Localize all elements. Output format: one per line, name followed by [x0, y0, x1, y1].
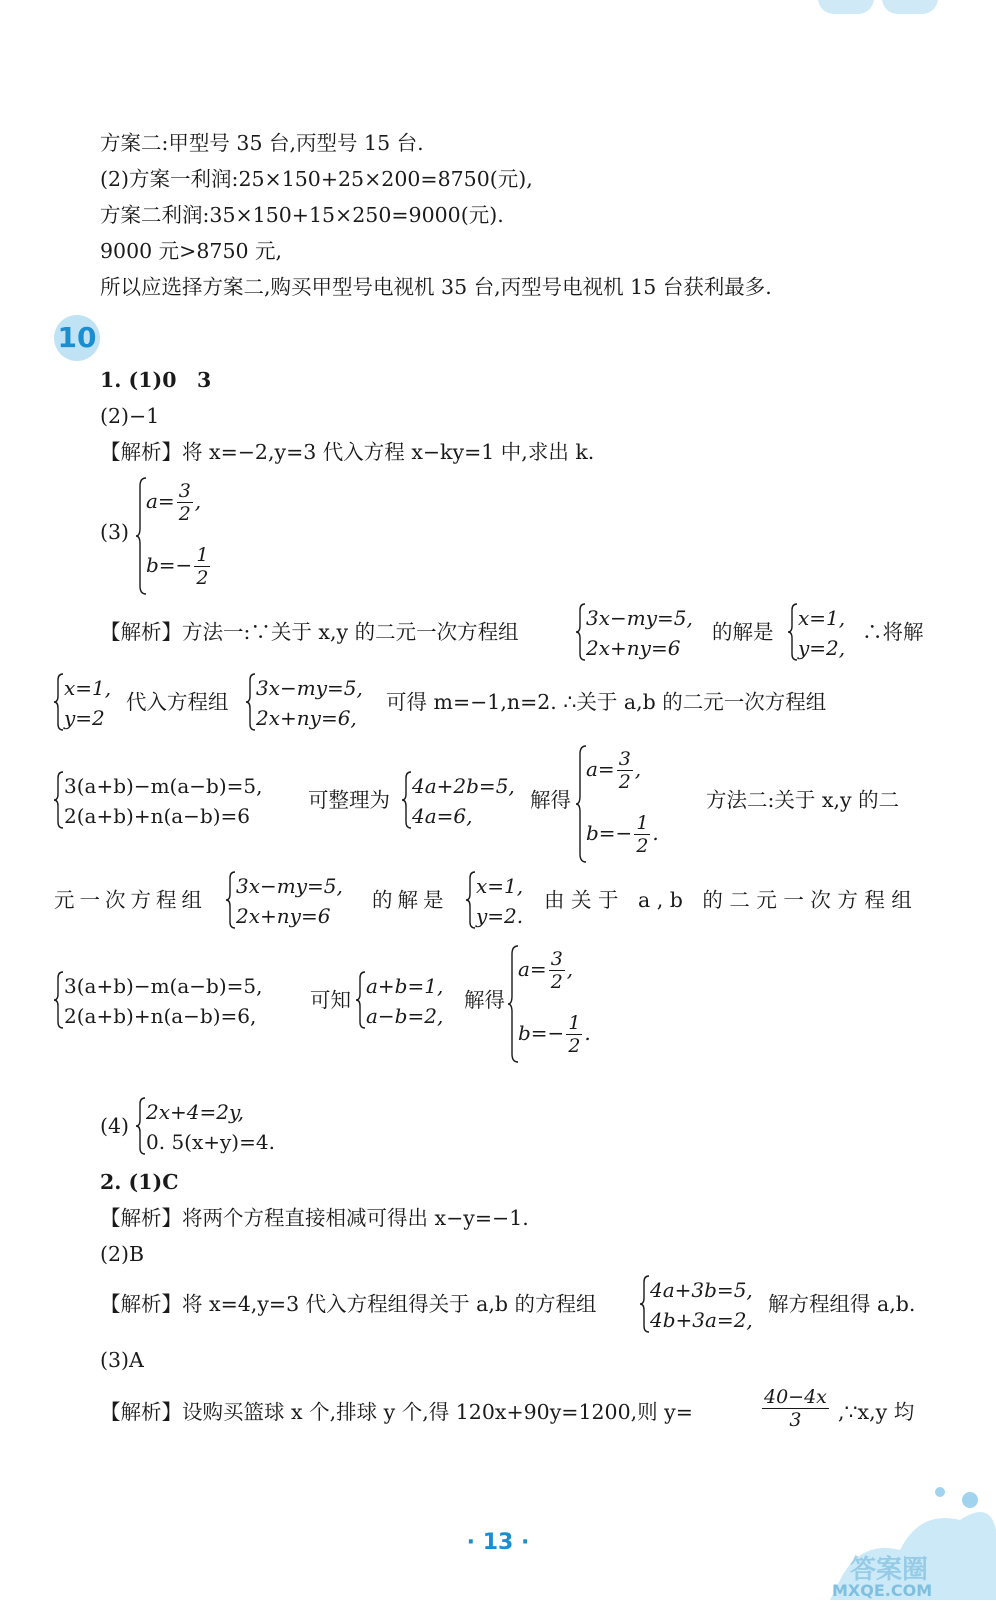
solution-system — [54, 672, 126, 732]
equation: 3x−my=5, — [256, 676, 363, 700]
text-fragment: 的解是 — [712, 620, 774, 644]
analysis-line: 【解析】设购买篮球 x 个,排球 y 个,得 120x+90y=1200,则 y= — [100, 1400, 693, 1424]
question-heading: 2. (1)C — [100, 1170, 179, 1194]
text-fragment: 由关于 a,b 的二元一次方程组 — [544, 888, 919, 912]
section-badge: 10 — [54, 315, 100, 361]
equation-system — [576, 602, 710, 662]
equation: a= $\frac{3}{2}$ , — [146, 480, 202, 525]
equation: y=2. — [476, 904, 524, 928]
equation: 2x+4=2y, — [146, 1100, 244, 1124]
equation: 4b+3a=2, — [650, 1308, 753, 1332]
equation: 2x+ny=6 — [586, 636, 681, 660]
text-fragment: 解方程组得 a,b. — [768, 1292, 916, 1316]
text-line: (3)A — [100, 1348, 144, 1372]
header-tab-decoration — [818, 0, 874, 14]
text-fragment: 解得 — [530, 788, 571, 812]
text-fragment: 的解是 — [372, 888, 449, 912]
text-fragment: 元一次方程组 — [54, 888, 207, 912]
watermark-logo — [820, 1470, 996, 1600]
equation: 3x−my=5, — [586, 606, 693, 630]
text-fragment: ,∵x,y 均 — [838, 1400, 915, 1424]
equation: a= $\frac{3}{2}$ , — [586, 748, 642, 793]
brace-icon — [356, 970, 366, 1030]
equation: a−b=2, — [366, 1004, 444, 1028]
brace-icon — [246, 672, 256, 732]
solution-system — [466, 870, 540, 930]
brace-icon — [54, 672, 64, 732]
brace-icon — [466, 870, 476, 930]
text-fragment: 可知 — [310, 988, 351, 1012]
brace-icon — [640, 1274, 650, 1334]
brace-icon — [576, 602, 586, 662]
brace-icon — [54, 970, 64, 1030]
equation: 3x−my=5, — [236, 874, 343, 898]
equation: 3(a+b)−m(a−b)=5, — [64, 774, 263, 798]
svg-text:MXQE.COM: MXQE.COM — [832, 1581, 933, 1600]
equation-system — [246, 672, 386, 732]
text-line: (2)方案一利润:25×150+25×200=8750(元), — [100, 167, 533, 191]
equation-system — [356, 970, 460, 1030]
analysis-line: 【解析】将 x=4,y=3 代入方程组得关于 a,b 的方程组 — [100, 1292, 597, 1316]
equation: x=1, — [64, 676, 112, 700]
equation: b=− $\frac{1}{2}$ . — [518, 1012, 591, 1057]
equation-system — [226, 870, 366, 930]
svg-text:答案圈: 答案圈 — [850, 1555, 929, 1585]
analysis-line: 【解析】将 x=−2,y=3 代入方程 x−ky=1 中,求出 k. — [100, 440, 595, 464]
equation: a+b=1, — [366, 974, 444, 998]
equation: 2(a+b)+n(a−b)=6 — [64, 804, 251, 828]
equation: y=2 — [64, 706, 105, 730]
equation: 3(a+b)−m(a−b)=5, — [64, 974, 263, 998]
equation: x=1, — [798, 606, 846, 630]
solution-system — [136, 476, 276, 596]
analysis-line: 【解析】将两个方程直接相减可得出 x−y=−1. — [100, 1206, 529, 1230]
brace-icon — [788, 602, 798, 662]
question-heading: 1. (1)0 3 — [100, 368, 212, 392]
equation: y=2, — [798, 636, 846, 660]
equation: 4a+3b=5, — [650, 1278, 753, 1302]
equation: b=− $\frac{1}{2}$ — [146, 544, 209, 589]
text-fragment: 代入方程组 — [126, 690, 229, 714]
text-line: 方案二:甲型号 35 台,丙型号 15 台. — [100, 131, 424, 155]
equation: 4a=6, — [412, 804, 473, 828]
text-line: 所以应选择方案二,购买甲型号电视机 35 台,丙型号电视机 15 台获利最多. — [100, 275, 772, 299]
equation: 2(a+b)+n(a−b)=6, — [64, 1004, 257, 1028]
equation-system — [54, 770, 304, 830]
text-fragment: 可整理为 — [308, 788, 390, 812]
analysis-line: 【解析】方法一:∵关于 x,y 的二元一次方程组 — [100, 620, 519, 644]
splash-icon — [820, 1470, 996, 1600]
item-label: (4) — [100, 1114, 130, 1138]
brace-icon — [226, 870, 236, 930]
text-fragment: 解得 — [464, 988, 505, 1012]
equation: x=1, — [476, 874, 524, 898]
text-fragment: ∴将解 — [862, 620, 924, 644]
equation: 4a+2b=5, — [412, 774, 515, 798]
equation-system — [54, 970, 308, 1030]
equation: b=− $\frac{1}{2}$ . — [586, 812, 659, 857]
brace-icon — [54, 770, 64, 830]
text-line: (2)−1 — [100, 404, 160, 428]
text-line: (2)B — [100, 1242, 145, 1266]
page-number: · 13 · — [466, 1530, 530, 1555]
equation: 2x+ny=6 — [236, 904, 331, 928]
equation: 2x+ny=6, — [256, 706, 357, 730]
equation: 0. 5(x+y)=4. — [146, 1130, 275, 1154]
text-line: 9000 元>8750 元, — [100, 239, 283, 263]
solution-system — [788, 602, 860, 662]
header-tab-decoration — [882, 0, 938, 14]
item-label: (3) — [100, 520, 130, 544]
brace-icon — [402, 770, 412, 830]
equation: a= $\frac{3}{2}$ , — [518, 948, 574, 993]
equation-system — [640, 1274, 766, 1334]
fraction: $\frac{40-4x}{3}$ — [764, 1386, 827, 1431]
text-line: 方案二利润:35×150+15×250=9000(元). — [100, 203, 504, 227]
solution-system — [508, 944, 628, 1064]
text-fragment: 可得 m=−1,n=2. ∴关于 a,b 的二元一次方程组 — [386, 690, 827, 714]
brace-icon — [136, 1096, 146, 1156]
text-fragment: 方法二:关于 x,y 的二 — [706, 788, 900, 812]
equation-system — [136, 1096, 336, 1156]
equation-system — [402, 770, 522, 830]
solution-system — [576, 744, 696, 864]
